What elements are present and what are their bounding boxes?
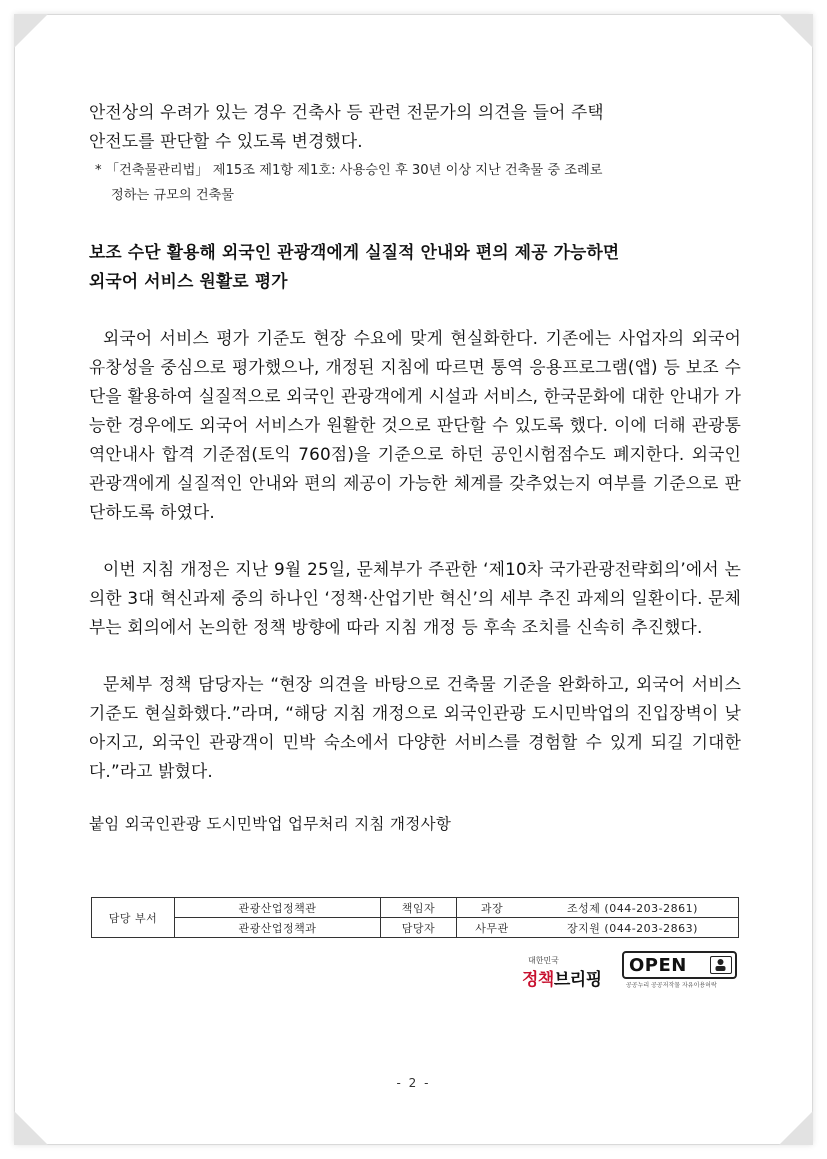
paragraph-line: 안전도를 판단할 수 있도록 변경했다. (89, 131, 363, 151)
logo-caption: 대한민국 (528, 956, 559, 965)
logo-wordmark: 정책브리핑 (522, 970, 602, 990)
dept-name-cell: 관광산업정책관 (175, 898, 381, 918)
role-cell: 담당자 (381, 918, 457, 938)
page-corner-fold (779, 1111, 813, 1145)
person-cell: 조성제 (044-203-2861) (527, 898, 739, 918)
section-heading (89, 238, 741, 296)
page-number: - 2 - (396, 1076, 431, 1090)
paragraph-foreign-service: 외국어 서비스 평가 기준도 현장 수요에 맞게 현실화한다. 기존에는 사업자의 외국어 유창성을 중심으로 평가했으나, 개정된 지침에 따르면 통역 응용프로그램(앱) 등 보조 수단을 활용하여 실질적으로 외국인 관광객에게 시설과 서비스, 한국문화에 대한 안내가 가능한 경우에도 외국어 서비스가 원활한 것으로 판단할 수 있도록 했다. 이에 더해 관광통역안내사 합격 기준점(토익 760점)을 기준으로 하던 공인시험점수도 폐지한다. 외국인 관광객에게 실질적인 안내와 편의 제공이 가능한 체계를 갖추었는지 여부를 기준으로 판단하도록 하였다. (89, 328, 741, 522)
paragraph-official-quote: 문체부 정책 담당자는 “현장 의견을 바탕으로 건축물 기준을 완화하고, 외국어 서비스 기준도 현실화했다.”라며, “해당 지침 개정으로 외국인관광 도시민박업의 진입장벽이 낮아지고, 외국인 관광객이 민박 숙소에서 다양한 서비스를 경험할 수 있게 되길 기대한다.”라고 밝혔다. (89, 674, 741, 781)
dept-name-cell: 관광산업정책과 (175, 918, 381, 938)
open-license-logo (622, 951, 739, 987)
page-corner-fold (14, 14, 48, 48)
document-body (89, 98, 741, 836)
open-wordmark: OPEN (629, 955, 687, 976)
person-cell: 장지원 (044-203-2863) (527, 918, 739, 938)
policy-briefing-logo (520, 953, 612, 991)
page-corner-fold (14, 1111, 48, 1145)
title-cell: 사무관 (457, 918, 528, 938)
paragraph-intro (89, 98, 741, 156)
role-cell: 책임자 (381, 898, 457, 918)
paragraph-revision-background: 이번 지침 개정은 지난 9월 25일, 문체부가 주관한 ‘제10차 국가관광전략회의’에서 논의한 3대 혁신과제 중의 하나인 ‘정책·산업기반 혁신’의 세부 추진 과제의 일환이다. 문체부는 회의에서 논의한 정책 방향에 따라 지침 개정 등 후속 조치를 신속히 추진했다. (89, 559, 741, 637)
contact-table (91, 897, 739, 938)
attachment-line: 붙임 외국인관광 도시민박업 업무처리 지침 개정사항 (89, 815, 452, 833)
footnote-line: 정하는 규모의 건축물 (111, 188, 235, 203)
footnote-line: * 「건축물관리법」 제15조 제1항 제1호: 사용승인 후 30년 이상 지난 건축물 중 조례로 (95, 163, 603, 178)
heading-line: 외국어 서비스 원활로 평가 (89, 271, 288, 291)
paragraph-line: 안전상의 우려가 있는 경우 건축사 등 관련 전문가의 의견을 들어 주택 (89, 102, 604, 122)
person-badge-icon (710, 956, 732, 974)
dept-label-cell: 담당 부서 (92, 898, 175, 938)
heading-line: 보조 수단 활용해 외국인 관광객에게 실질적 안내와 편의 제공 가능하면 (89, 242, 620, 262)
page-corner-fold (779, 14, 813, 48)
footnote (89, 158, 741, 208)
open-license-caption: 공공누리 공공저작물 자유이용허락 (626, 982, 717, 989)
title-cell: 과장 (457, 898, 528, 918)
